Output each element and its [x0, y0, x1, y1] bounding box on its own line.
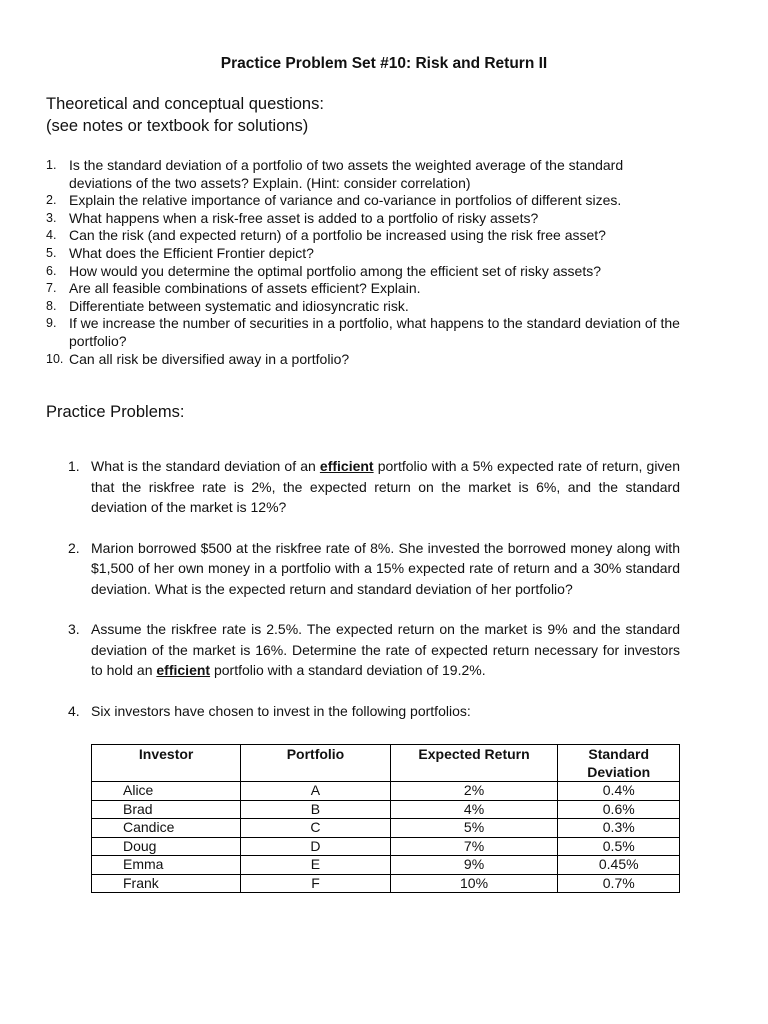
header-portfolio: Portfolio	[241, 745, 390, 782]
cell-portfolio: D	[241, 837, 390, 856]
header-expected-return: Expected Return	[390, 745, 558, 782]
problem-item	[68, 619, 680, 681]
question-item	[46, 315, 686, 350]
question-text: Can all risk be diversified away in a portfolio?	[69, 350, 350, 367]
practice-heading: Practice Problems:	[46, 403, 185, 421]
cell-portfolio: E	[241, 856, 390, 875]
cell-expected-return: 7%	[390, 837, 558, 856]
cell-investor: Candice	[92, 819, 241, 838]
emphasis-efficient: efficient	[319, 458, 374, 474]
cell-portfolio: A	[241, 782, 390, 801]
cell-expected-return: 10%	[390, 874, 558, 893]
problem-text	[91, 619, 680, 681]
header-standard-deviation: Standard Deviation	[558, 745, 680, 782]
problem-text-part: portfolio with a standard deviation of 19.2%.	[210, 662, 486, 678]
question-text: What happens when a risk-free asset is added to a portfolio of risky assets?	[69, 209, 539, 226]
cell-portfolio: F	[241, 874, 390, 893]
question-item	[46, 351, 686, 369]
cell-standard-deviation: 0.5%	[558, 837, 680, 856]
cell-standard-deviation: 0.6%	[558, 800, 680, 819]
question-text: Differentiate between systematic and idiosyncratic risk.	[69, 297, 409, 314]
theory-question-list	[46, 157, 686, 368]
cell-expected-return: 9%	[390, 856, 558, 875]
theory-heading-line1: Theoretical and conceptual questions:	[46, 95, 324, 113]
cell-expected-return: 2%	[390, 782, 558, 801]
question-item	[46, 192, 686, 210]
question-number: 2.	[46, 193, 57, 208]
question-number: 4.	[46, 228, 57, 243]
table-row	[92, 874, 680, 893]
question-item	[46, 245, 686, 263]
table-row	[92, 837, 680, 856]
question-number: 8.	[46, 298, 57, 313]
question-text: How would you determine the optimal portfolio among the efficient set of risky assets?	[69, 262, 602, 279]
cell-investor: Brad	[92, 800, 241, 819]
problem-text-part: Marion borrowed $500 at the riskfree rate of 8%. She invested the borrowed money along with $1,500 of her own money in a portfolio with a 15% expected rate of return and a 30% standard deviation. What is the expected return and standard deviation of her portfolio?	[91, 539, 680, 597]
cell-investor: Alice	[92, 782, 241, 801]
cell-expected-return: 5%	[390, 819, 558, 838]
question-number: 10.	[46, 351, 64, 366]
cell-portfolio: B	[241, 800, 390, 819]
question-number: 5.	[46, 245, 57, 260]
cell-expected-return: 4%	[390, 800, 558, 819]
problem-text	[91, 701, 680, 722]
cell-portfolio: C	[241, 819, 390, 838]
problem-item	[68, 538, 680, 600]
problem-text	[91, 456, 680, 518]
theory-heading	[46, 93, 324, 137]
problem-number: 2.	[68, 539, 80, 556]
problem-text-part: Six investors have chosen to invest in the following portfolios:	[91, 702, 471, 719]
question-number: 7.	[46, 281, 57, 296]
problem-number: 1.	[68, 458, 80, 474]
problem-text-part: Assume the riskfree rate is 2.5%. The expected return on the market is 9% and the standard deviation of the market is 16%. Determine the rate of expected return necessary for investors to hold an	[91, 621, 680, 678]
question-text: Are all feasible combinations of assets efficient? Explain.	[69, 280, 421, 297]
cell-investor: Doug	[92, 837, 241, 856]
cell-investor: Frank	[92, 874, 241, 893]
problem-text	[91, 538, 680, 600]
table-header-row	[92, 745, 680, 782]
theory-heading-line2: (see notes or textbook for solutions)	[46, 117, 309, 135]
question-item	[46, 298, 686, 316]
emphasis-efficient: efficient	[156, 662, 211, 678]
question-text: Can the risk (and expected return) of a portfolio be increased using the risk free asset?	[69, 227, 606, 244]
cell-standard-deviation: 0.7%	[558, 874, 680, 893]
cell-standard-deviation: 0.45%	[558, 856, 680, 875]
question-item	[46, 263, 686, 281]
problem-item	[68, 701, 680, 722]
question-text: Is the standard deviation of a portfolio of two assets the weighted average of the standard deviations of the two assets? Explain. (Hint: consider correlation)	[69, 157, 624, 191]
question-text: Explain the relative importance of variance and co-variance in portfolios of different sizes.	[69, 192, 622, 209]
cell-standard-deviation: 0.4%	[558, 782, 680, 801]
question-text: If we increase the number of securities in a portfolio, what happens to the standard deviation of the portfolio?	[69, 315, 680, 349]
cell-standard-deviation: 0.3%	[558, 819, 680, 838]
table-row	[92, 819, 680, 838]
question-item	[46, 210, 686, 228]
question-number: 3.	[46, 210, 57, 225]
table-row	[92, 800, 680, 819]
question-item	[46, 280, 686, 298]
problem-number: 3.	[68, 621, 80, 637]
question-number: 1.	[46, 158, 57, 172]
investor-table	[91, 744, 680, 893]
question-text: What does the Efficient Frontier depict?	[69, 244, 314, 261]
table-row	[92, 782, 680, 801]
table-row	[92, 856, 680, 875]
cell-investor: Emma	[92, 856, 241, 875]
question-item	[46, 227, 686, 245]
problem-item	[68, 456, 680, 518]
practice-problem-list	[68, 456, 680, 741]
problem-text-part: What is the standard deviation of an	[91, 458, 320, 474]
problem-number: 4.	[68, 702, 80, 719]
question-number: 9.	[46, 316, 57, 331]
question-item	[46, 157, 686, 192]
page-title: Practice Problem Set #10: Risk and Return II	[220, 55, 548, 72]
header-investor: Investor	[92, 745, 241, 782]
question-number: 6.	[46, 263, 57, 278]
problem-text-part: portfolio with a 5% expected rate of return, given that the riskfree rate is 2%, the expected return on the market is 6%, and the standard deviation of the market is 12%?	[91, 458, 681, 515]
